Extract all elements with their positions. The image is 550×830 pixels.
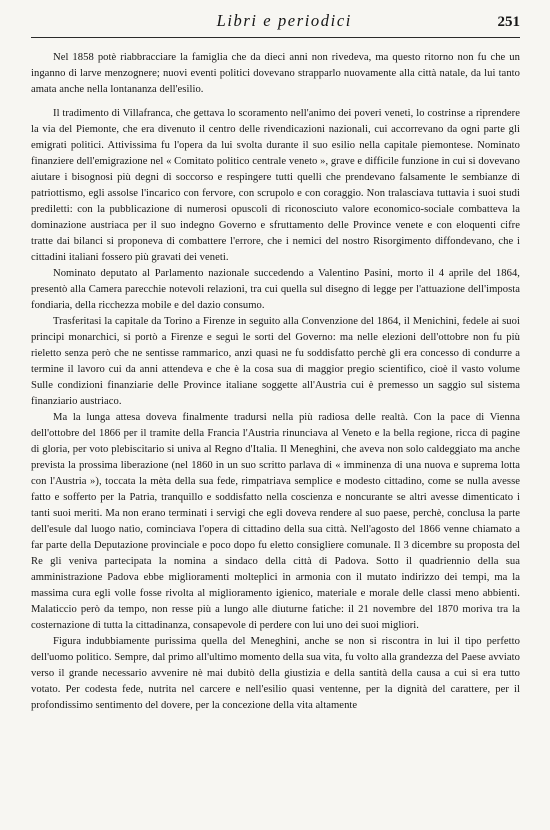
paragraph: Trasferitasi la capitale da Torino a Firenze in seguito alla Convenzione del 1864, il Menichini, fedele ai suoi principi monarchici, si portò a Firenze e seguì le sorti del Governo: ma nelle elezioni dell'ottobre non fu più rieletto senza però che ne sentisse rammarico, anzi quasi ne fu soddisfatto perchè gli era concesso di condurre a termine il lavoro cui da anni attendeva e che è la cosa sua di maggior pregio scientifico, cioè il vasto volume Sulle condizioni finanziarie delle Province italiane soggette all'Austria cui è premesso un saggio sul sistema finanziario austriaco. — [31, 316, 520, 407]
paragraph: Nel 1858 potè riabbracciare la famiglia che da dieci anni non rivedeva, ma questo ritorno non fu che un inganno di larve menzognere; nuovi eventi politici dovevano strapparlo nuovamente alla città natale, da lui tanto amata anche nella lontananza dell'esilio. — [31, 52, 520, 95]
paragraph: Il tradimento di Villafranca, che gettava lo scoramento nell'animo dei poveri veneti, lo costrinse a riprendere la via del Piemonte, che era divenuto il centro delle rivendicazioni nazionali, cui accorrevano da ogni parte gli emigrati politici. Attivissima fu l'opera da lui svolta durante il suo esilio nella capitale piemontese. Nominato finanziere dell'emigrazione nel « Comitato politico centrale veneto », grave e difficile funzione in cui si dovevano aiutare i bisognosi più degni di soccorso e respingere tutti quelli che prendevano falsamente le sembianze di patriottismo, egli assolse l'incarico con fervore, con scrupolo e con coraggio. Non tralasciava tuttavia i suoi studi prediletti: con la pubblicazione di numerosi opuscoli di riconosciuto valore economico-sociale combatteva la dominazione austriaca per il suo indegno Governo e sfruttamento delle Province venete e con eloquenti cifre tratte dai bilanci si proponeva di combattere l'errore, che i nemici del nostro Risorgimento diffondevano, che i cittadini italiani fossero più gravati dei veneti. — [31, 108, 520, 263]
running-header — [31, 11, 520, 38]
paragraph: Figura indubbiamente purissima quella del Meneghini, anche se non si riscontra in lui il tipo perfetto dell'uomo politico. Sempre, dal primo all'ultimo momento della sua vita, fu volto alla grandezza del Paese avviato verso il grande necessario avvenire nè mai dubitò della giustizia e della santità della causa a cui si era tutto votato. Per codesta fede, nutrita nel carcere e nell'esilio quasi ventenne, per la dignità del carattere, per il profondissimo sentimento del dovere, per la concezione della vita altamente — [31, 636, 520, 711]
paragraph: Ma la lunga attesa doveva finalmente tradursi nella più radiosa delle realtà. Con la pace di Vienna dell'ottobre del 1866 per il tramite della Francia l'Austria rinunciava al Veneto e la bella regione, ricca di pagine di gloria, per voto plebiscitario si univa al Regno d'Italia. Il Meneghini, che aveva non solo caldeggiato ma anche prevista la prossima liberazione (nel 1860 in un suo scritto parlava di « imminenza di una nuova e suprema lotta con l'Austria »), toccata la mèta della sua fede, rimpatriava semplice e modesto cittadino, come se nulla avesse fatto e sofferto per la Patria, tranquillo e soddisfatto nella coscienza e noncurante se altri avesse dimenticato i tanti suoi meriti. Ma non erano terminati i servigi che egli doveva rendere al suo paese, perchè, conclusa la parte dell'esule dal luogo natìo, cominciava l'opera di cittadino della sua città. Nell'agosto del 1866 venne chiamato a far parte della Deputazione provinciale e poco dopo fu eletto consigliere comunale. Il 3 dicembre su proposta del Re gli veniva partecipata la nomina a sindaco della città di Padova. Sotto il quadriennio della sua amministrazione Padova ebbe miglioramenti molteplici in armonia con il mutato indirizzo dei tempi, ma la massima cura egli volle fosse rivolta al miglioramento igienico, materiale e morale delle classi meno abbienti. Malaticcio però da tempo, non resse più a lungo alle diuturne fatiche: il 21 novembre del 1870 moriva tra la costernazione di tutta la cittadinanza, consapevole di perdere con lui uno dei suoi migliori. — [31, 412, 520, 631]
running-title: Libri e periodici — [216, 11, 352, 30]
body-text — [31, 50, 520, 714]
page-number: 251 — [497, 14, 520, 30]
paragraph: Nominato deputato al Parlamento nazionale succedendo a Valentino Pasini, morto il 4 aprile del 1864, presentò alla Camera parecchie notevoli relazioni, tra cui quella sul disegno di legge per l'attuazione dell'imposta fondiaria, della ricchezza mobile e del dazio consumo. — [31, 268, 520, 311]
